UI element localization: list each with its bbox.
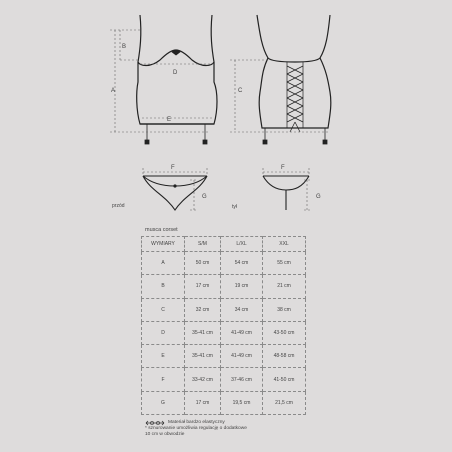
back-thong-drawing (263, 176, 309, 210)
back-corset-drawing (257, 15, 331, 128)
table-cell: 32 cm (185, 298, 221, 321)
table-header: L/XL (221, 237, 263, 252)
table-cell: 41-49 cm (221, 345, 263, 368)
product-name: musca corset (145, 227, 178, 233)
table-cell: C (142, 298, 185, 321)
table-cell: 43-50 cm (263, 321, 306, 344)
table-cell: 50 cm (185, 252, 221, 275)
back-caption: tył (232, 204, 237, 210)
table-cell: 48-58 cm (263, 345, 306, 368)
table-cell: 17 cm (185, 391, 221, 414)
label-f-back: F (281, 165, 285, 171)
label-c: C (238, 88, 243, 94)
label-e: E (167, 117, 172, 123)
table-row (142, 275, 306, 298)
table-cell: 38 cm (263, 298, 306, 321)
table-row (142, 298, 306, 321)
back-lacing (287, 62, 303, 132)
table-header-row (142, 237, 306, 252)
table-cell: 37-46 cm (221, 368, 263, 391)
table-cell: F (142, 368, 185, 391)
table-cell: B (142, 275, 185, 298)
label-d: D (173, 70, 178, 76)
table-row (142, 321, 306, 344)
table-header: WYMIARY (142, 237, 185, 252)
table-cell: 34 cm (221, 298, 263, 321)
legend-elastic-text: Materiał bardzo elastyczny (168, 420, 225, 425)
table-cell: 19,5 cm (221, 391, 263, 414)
table-cell: 35-41 cm (185, 345, 221, 368)
size-table (141, 236, 306, 415)
table-cell: 55 cm (263, 252, 306, 275)
table-cell: 41-49 cm (221, 321, 263, 344)
table-cell: E (142, 345, 185, 368)
table-cell: 17 cm (185, 275, 221, 298)
table-header: XXL (263, 237, 306, 252)
table-row (142, 368, 306, 391)
table-cell: A (142, 252, 185, 275)
table-cell: 19 cm (221, 275, 263, 298)
garment-diagrams (0, 0, 452, 220)
table-row (142, 345, 306, 368)
legend (145, 420, 247, 438)
table-cell: 21 cm (263, 275, 306, 298)
front-thong-drawing (143, 176, 207, 210)
measurement-diagram (0, 0, 452, 220)
table-cell: 41-50 cm (263, 368, 306, 391)
table-row (142, 252, 306, 275)
table-header: S/M (185, 237, 221, 252)
label-g-front: G (202, 194, 207, 200)
table-cell: 21,5 cm (263, 391, 306, 414)
label-a-front: A (111, 88, 116, 94)
front-caption: przód (112, 203, 125, 209)
table-cell: D (142, 321, 185, 344)
table-cell: G (142, 391, 185, 414)
legend-note-line2: 10 cm w obwodzie (145, 432, 185, 437)
table-cell: 33-42 cm (185, 368, 221, 391)
table-cell: 54 cm (221, 252, 263, 275)
label-g-back: G (316, 194, 321, 200)
table-cell: 35-41 cm (185, 321, 221, 344)
label-b: B (122, 44, 127, 50)
table-row (142, 391, 306, 414)
label-f-front: F (171, 165, 175, 171)
legend-note-line1: * sznurowanie umożliwia regulację o dodatkowe (145, 426, 247, 431)
